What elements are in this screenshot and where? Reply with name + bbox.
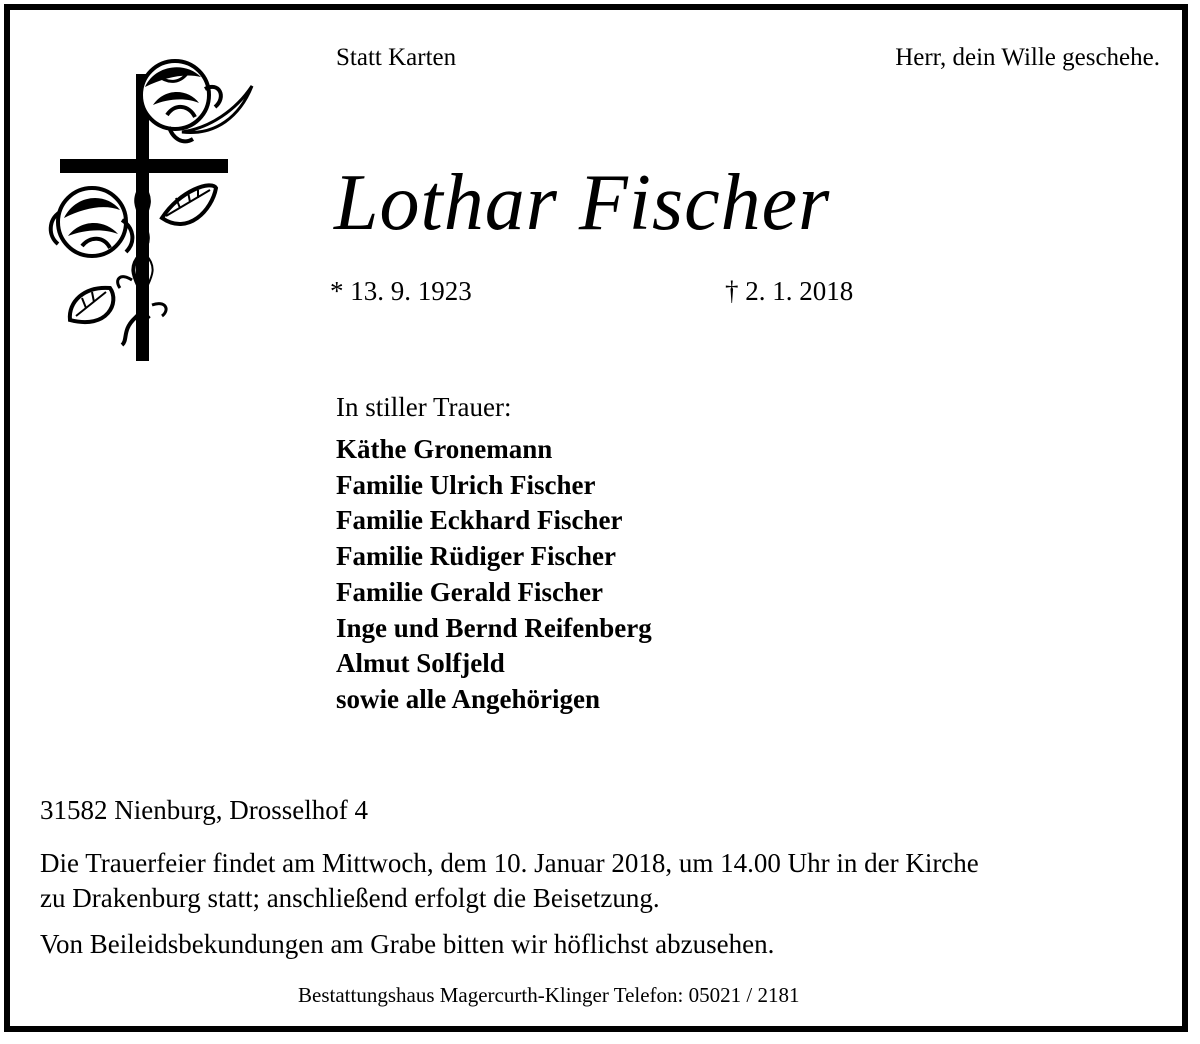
address: 31582 Nienburg, Drosselhof 4 bbox=[40, 795, 368, 825]
mourning-intro: In stiller Trauer: bbox=[336, 392, 512, 422]
mourner-item: Familie Eckhard Fischer bbox=[336, 505, 623, 536]
ceremony-line-1: Die Trauerfeier findet am Mittwoch, dem 10. Januar 2018, um 14.00 Uhr in der Kirche bbox=[40, 848, 979, 878]
header-left-text: Statt Karten bbox=[336, 44, 457, 71]
ceremony-line-2: zu Drakenburg statt; anschließend erfolgt die Beisetzung. bbox=[40, 883, 660, 913]
mourner-item: Familie Ulrich Fischer bbox=[336, 469, 596, 500]
mourner-item: Familie Rüdiger Fischer bbox=[336, 541, 616, 572]
deceased-name: Lothar Fischer bbox=[334, 159, 831, 247]
ceremony-info bbox=[40, 846, 1160, 916]
mourner-item: sowie alle Angehörigen bbox=[336, 683, 600, 714]
funeral-home-contact: Bestattungshaus Magercurth-Klinger Telefon: 05021 / 2181 bbox=[298, 983, 800, 1007]
condolence-request: Von Beileidsbekundungen am Grabe bitten wir höflichst abzusehen. bbox=[40, 929, 775, 959]
mourner-item: Familie Gerald Fischer bbox=[336, 576, 603, 607]
mourner-item: Käthe Gronemann bbox=[336, 434, 553, 464]
mourner-item: Almut Solfjeld bbox=[336, 648, 505, 679]
death-date: † 2. 1. 2018 bbox=[725, 276, 854, 306]
bible-quote: Herr, dein Wille geschehe. bbox=[895, 44, 1160, 71]
cross-with-roses-icon bbox=[40, 40, 262, 365]
mourners-list bbox=[336, 432, 652, 718]
mourner-item: Inge und Bernd Reifenberg bbox=[336, 612, 652, 643]
birth-date: * 13. 9. 1923 bbox=[330, 276, 472, 306]
